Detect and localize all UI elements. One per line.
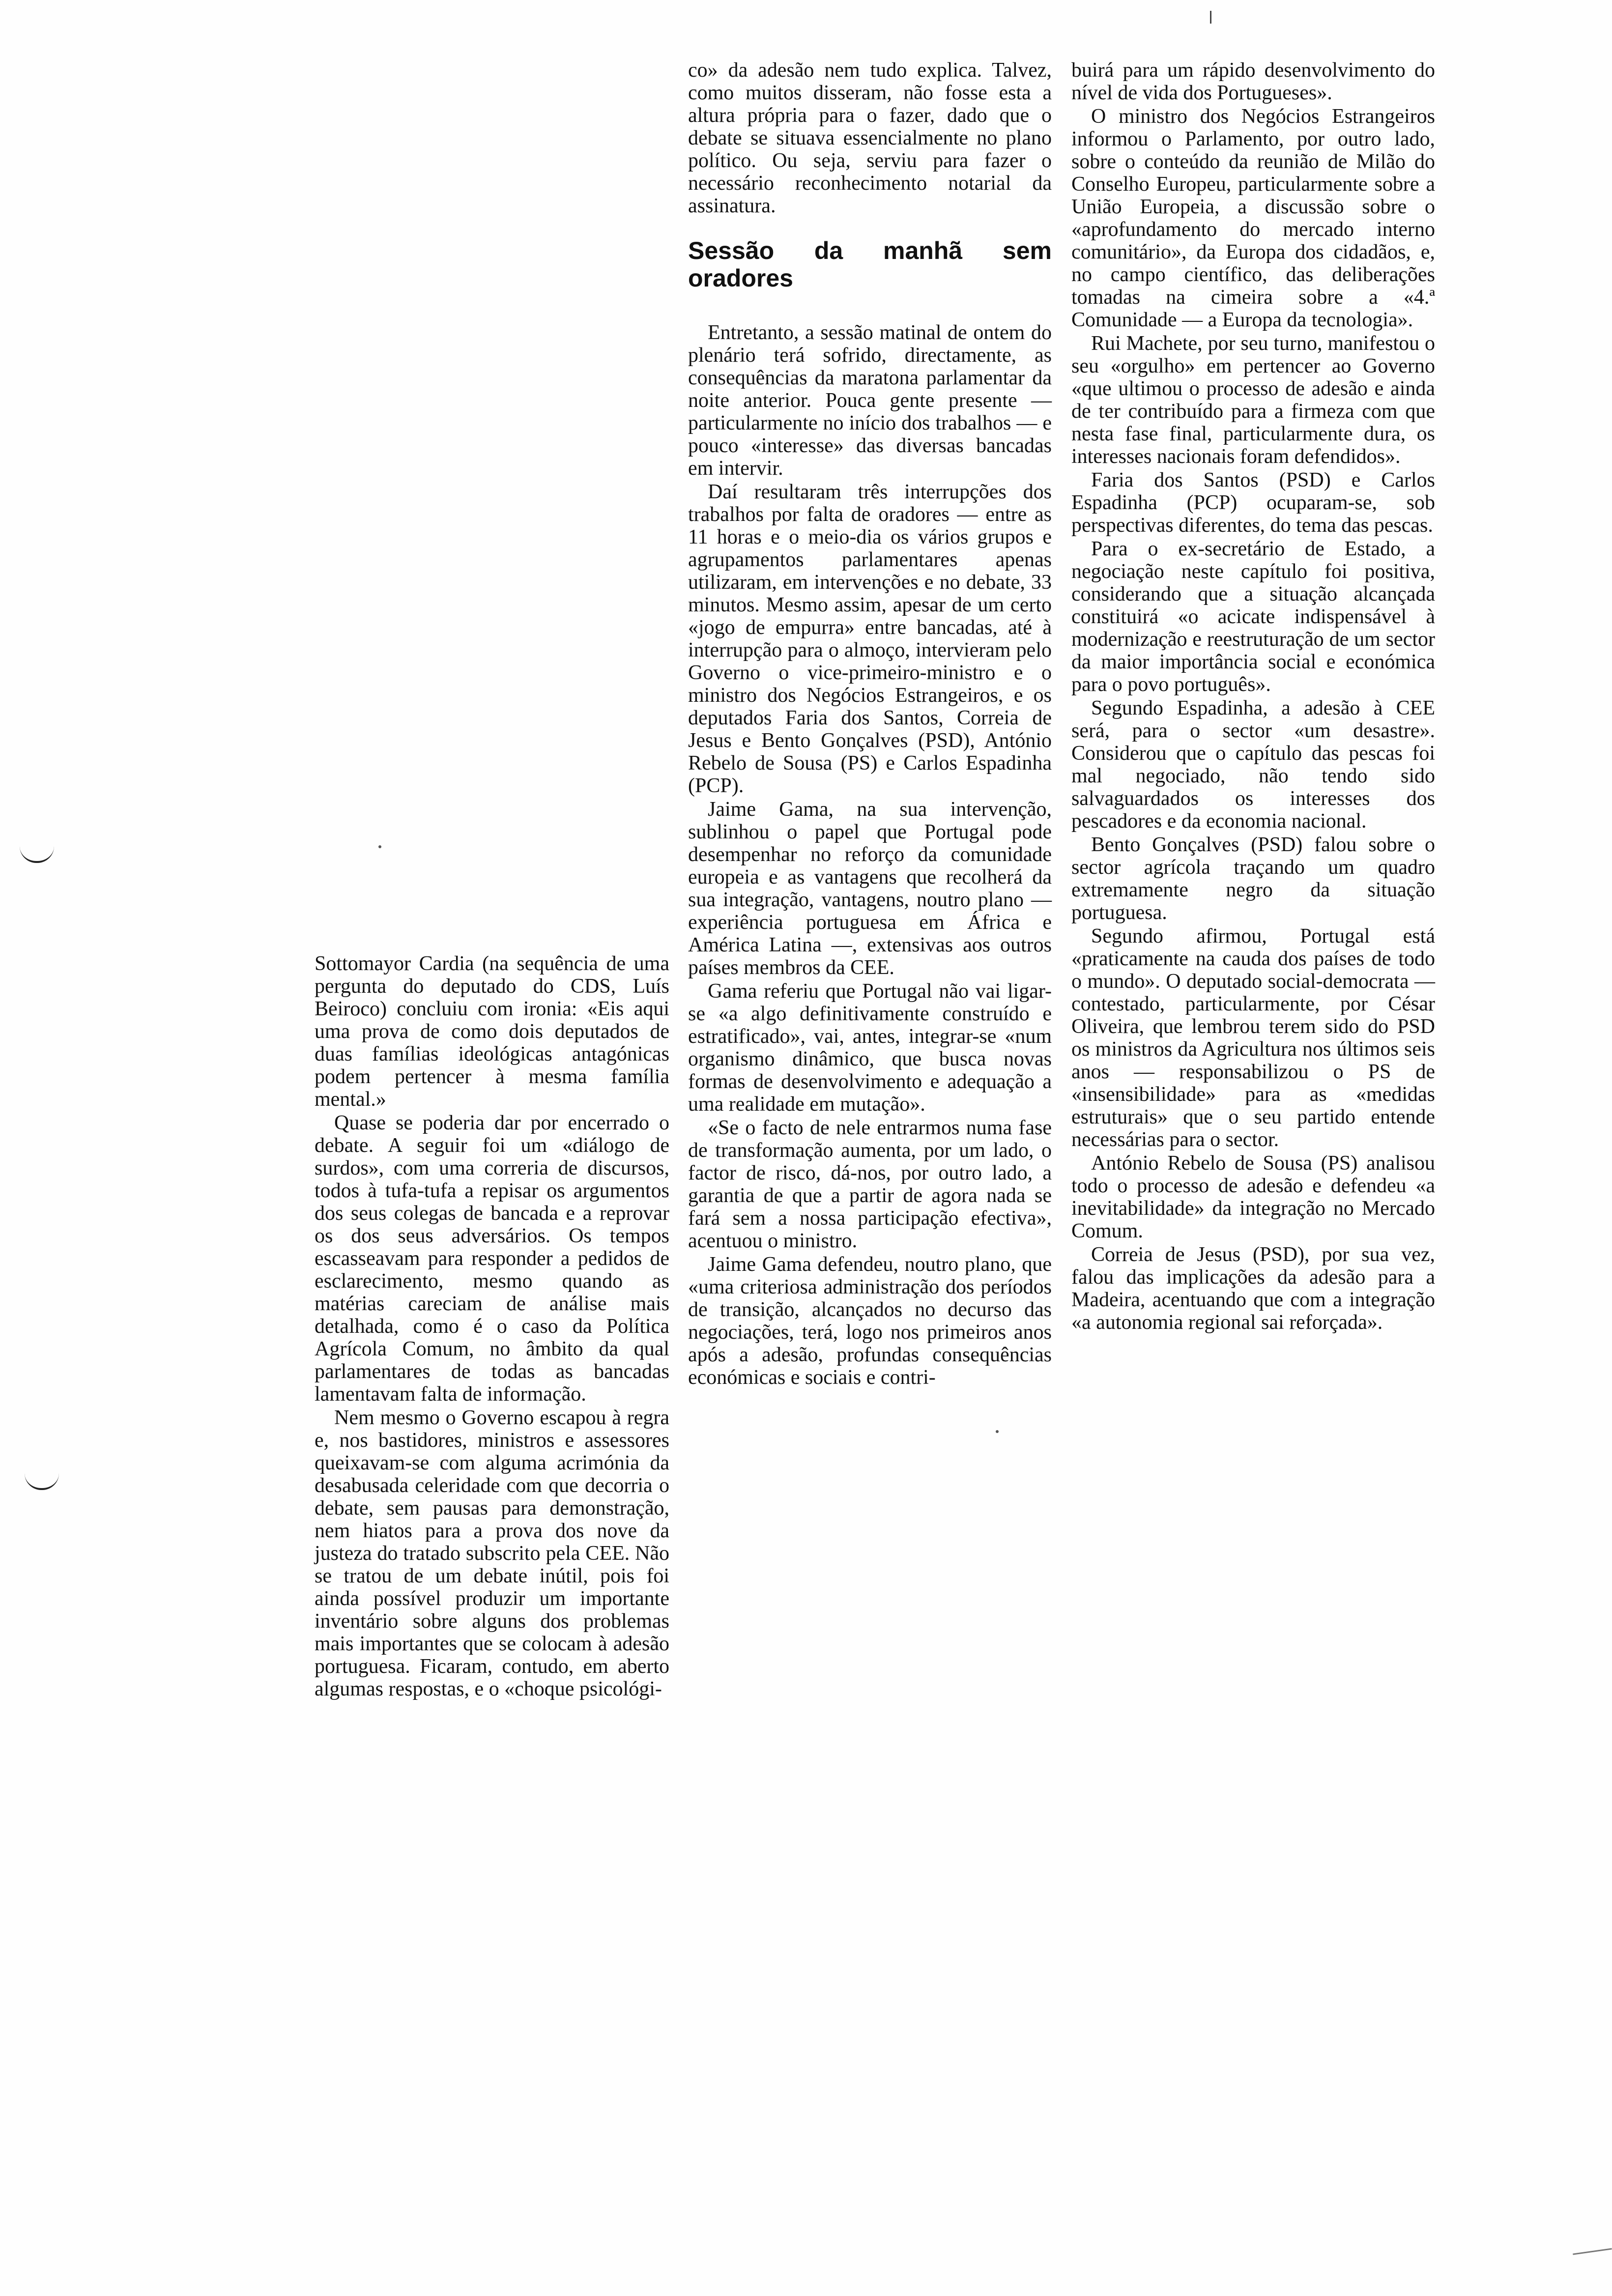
paragraph: Para o ex-secretário de Estado, a negociação neste capítulo foi positiva, considerando que a situação alcançada constituirá «o acicate indispensável à modernização e reestruturação de um sector da maior importância social e económica para o povo português». — [1071, 538, 1435, 696]
page-edge-mark — [1573, 2248, 1612, 2255]
paragraph: Bento Gonçalves (PSD) falou sobre o sector agrícola traçando um quadro extremamente negro da situação portuguesa. — [1071, 833, 1435, 924]
article-column-right — [1071, 59, 1435, 1334]
paragraph: Jaime Gama, na sua intervenção, sublinhou o papel que Portugal pode desempenhar no reforço da comunidade europeia e as vantagens que recolherá da sua integração, vantagens, noutro plano — experiência portuguesa em África e América Latina —, extensivas aos outros países membros da CEE. — [688, 798, 1052, 979]
paragraph: Segundo afirmou, Portugal está «praticamente na cauda dos países de todo o mundo». O deputado social-democrata — contestado, particularmente, por César Oliveira, que lembrou terem sido do PSD os ministros da Agricultura nos últimos seis anos — responsabilizou o PS de «insensibilidade» para as «medidas estruturais» que o seu partido entende necessárias para o sector. — [1071, 925, 1435, 1151]
paragraph: Correia de Jesus (PSD), por sua vez, falou das implicações da adesão para a Madeira, acentuando que com a integração «a autonomia regional sai reforçada». — [1071, 1243, 1435, 1334]
paragraph: Nem mesmo o Governo escapou à regra e, nos bastidores, ministros e assessores queixavam-se com alguma acrimónia da desabusada celeridade com que decorria o debate, sem pausas para demonstração, nem hiatos para a prova dos nove da justeza do tratado subscrito pela CEE. Não se tratou de um debate inútil, pois foi ainda possível produzir um importante inventário sobre alguns dos problemas mais importantes que se colocam à adesão portuguesa. Ficaram, contudo, em aberto algumas respostas, e o «choque psicológi- — [315, 1406, 669, 1700]
paragraph: Entretanto, a sessão matinal de ontem do plenário terá sofrido, directamente, as consequências da maratona parlamentar da noite anterior. Pouca gente presente — particularmente no início dos trabalhos — e pouco «interesse» das diversas bancadas em intervir. — [688, 321, 1052, 480]
paragraph: Rui Machete, por seu turno, manifestou o seu «orgulho» em pertencer ao Governo «que ultimou o processo de adesão e ainda de ter contribuído para a firmeza com que nesta fase final, particularmente dura, os interesses nacionais foram defendidos». — [1071, 332, 1435, 468]
paragraph: Jaime Gama defendeu, noutro plano, que «uma criteriosa administração dos períodos de transição, alcançados no decurso das negociações, terá, logo nos primeiros anos após a adesão, profundas consequências económicas e sociais e contri- — [688, 1253, 1052, 1389]
paragraph: Sottomayor Cardia (na sequência de uma pergunta do deputado do CDS, Luís Beiroco) concluiu com ironia: «Eis aqui uma prova de como dois deputados de duas famílias ideológicas antagónicas podem pertencer à mesma família mental.» — [315, 952, 669, 1111]
punch-hole-mark — [20, 846, 54, 863]
speck — [378, 845, 381, 848]
paragraph: Quase se poderia dar por encerrado o debate. A seguir foi um «diálogo de surdos», com uma correria de discursos, todos à tufa-tufa a repisar os argumentos dos seus colegas de bancada e a reprovar os dos seus adversários. Os tempos escasseavam para responder a pedidos de esclarecimento, mesmo quando as matérias careciam de análise mais detalhada, como é o caso da Política Agrícola Comum, no âmbito da qual parlamentares de todas as bancadas lamentavam falta de informação. — [315, 1112, 669, 1406]
article-column-middle — [688, 59, 1052, 1389]
paragraph: Segundo Espadinha, a adesão à CEE será, para o sector «um desastre». Considerou que o capítulo das pescas foi mal negociado, não tendo sido salvaguardados os interesses dos pescadores e da economia nacional. — [1071, 697, 1435, 832]
section-heading: Sessão da manhã sem oradores — [688, 237, 1052, 292]
paragraph: António Rebelo de Sousa (PS) analisou todo o processo de adesão e defendeu «a inevitabilidade» da integração no Mercado Comum. — [1071, 1152, 1435, 1242]
paragraph: Faria dos Santos (PSD) e Carlos Espadinha (PCP) ocuparam-se, sob perspectivas diferentes, do tema das pescas. — [1071, 469, 1435, 537]
speck — [996, 1430, 999, 1433]
fold-mark — [1210, 11, 1211, 24]
punch-hole-mark — [25, 1473, 59, 1490]
paragraph: buirá para um rápido desenvolvimento do nível de vida dos Portugueses». — [1071, 59, 1435, 104]
paragraph: Daí resultaram três interrupções dos trabalhos por falta de oradores — entre as 11 horas e o meio-dia os vários grupos e agrupamentos parlamentares apenas utilizaram, em intervenções e no debate, 33 minutos. Mesmo assim, apesar de um certo «jogo de empurra» entre bancadas, até à interrupção para o almoço, intervieram pelo Governo o vice-primeiro-ministro e o ministro dos Negócios Estrangeiros, e os deputados Faria dos Santos, Correia de Jesus e Bento Gonçalves (PSD), António Rebelo de Sousa (PS) e Carlos Espadinha (PCP). — [688, 481, 1052, 797]
paragraph: «Se o facto de nele entrarmos numa fase de transformação aumenta, por um lado, o factor de risco, dá-nos, por outro lado, a garantia de que a partir de agora nada se fará sem a nossa participação efectiva», acentuou o ministro. — [688, 1117, 1052, 1252]
paragraph: co» da adesão nem tudo explica. Talvez, como muitos disseram, não fosse esta a altura própria para o fazer, dado que o debate se situava essencialmente no plano político. Ou seja, serviu para fazer o necessário reconhecimento notarial da assinatura. — [688, 59, 1052, 217]
paragraph: Gama referiu que Portugal não vai ligar-se «a algo definitivamente construído e estratificado», vai, antes, integrar-se «num organismo dinâmico, que busca novas formas de desenvolvimento e adequação a uma realidade em mutação». — [688, 980, 1052, 1116]
paragraph: O ministro dos Negócios Estrangeiros informou o Parlamento, por outro lado, sobre o conteúdo da reunião de Milão do Conselho Europeu, particularmente sobre a União Europeia, a discussão sobre o «aprofundamento do mercado interno comunitário», da Europa dos cidadãos, e, no campo científico, das deliberações tomadas na cimeira sobre a «4.ª Comunidade — a Europa da tecnologia». — [1071, 105, 1435, 331]
article-column-left — [315, 952, 669, 1700]
